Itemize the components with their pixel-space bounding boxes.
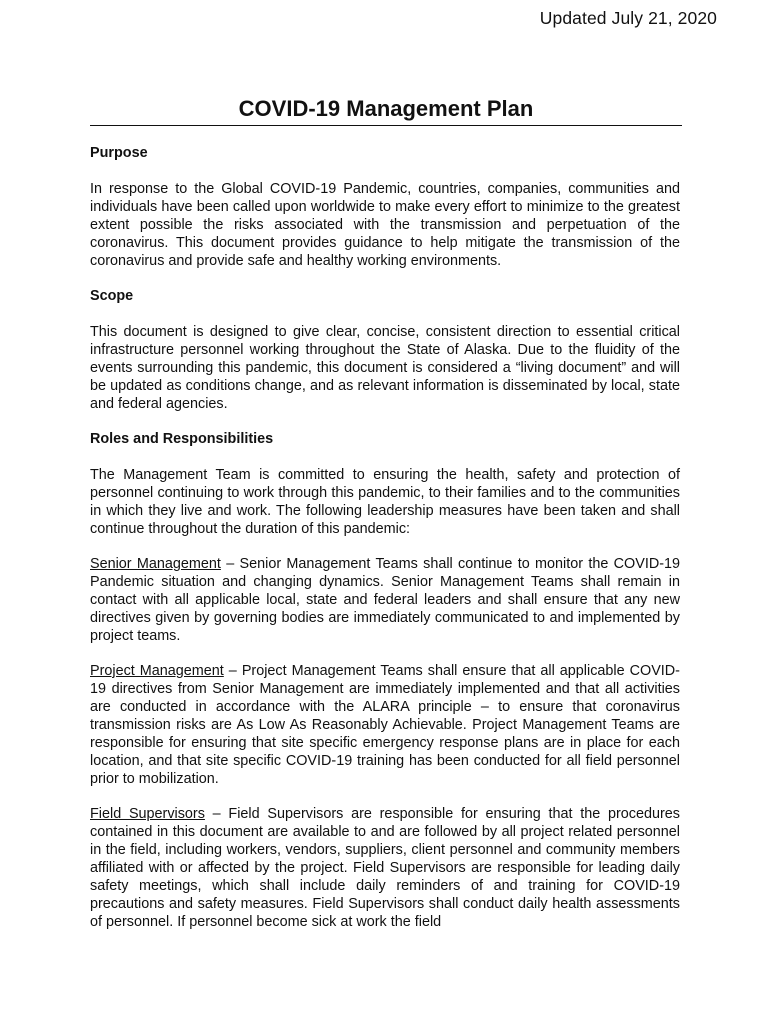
field-supervisors-label: Field Supervisors [90, 806, 205, 822]
purpose-paragraph: In response to the Global COVID-19 Pandemic, countries, companies, communities and individuals have been called upon worldwide to make every effort to minimize to the greatest extent possible the risks associated with the transmission and perpetuation of the coronavirus. This document provides guidance to help mitigate the transmission of the coronavirus and provide safe and healthy working environments. [90, 181, 680, 269]
senior-management-label: Senior Management [90, 556, 221, 572]
project-management-paragraph [90, 662, 680, 788]
updated-date: Updated July 21, 2020 [539, 8, 717, 28]
project-management-text: – Project Management Teams shall ensure that all applicable COVID-19 directives from Senior Management are immediately implemented and that all activities are conducted in accordance with the ALARA principle – to ensure that coronavirus transmission risks are As Low As Reasonably Achievable. Project Management Teams are responsible for ensuring that site specific emergency response plans are in place for each location, and that site specific COVID-19 training has been conducted for all field personnel prior to mobilization. [90, 663, 680, 787]
senior-management-paragraph [90, 555, 680, 645]
scope-paragraph: This document is designed to give clear, concise, consistent direction to essential critical infrastructure personnel working throughout the State of Alaska. Due to the fluidity of the events surrounding this pandemic, this document is considered a “living document” and will be updated as conditions change, and as relevant information is disseminated by local, state and federal agencies. [90, 324, 680, 412]
roles-intro-paragraph: The Management Team is committed to ensuring the health, safety and protection of personnel continuing to work through this pandemic, to their families and to the communities in which they live and work. The following leadership measures have been taken and shall continue throughout the duration of this pandemic: [90, 467, 680, 537]
section-heading-scope: Scope [90, 288, 134, 304]
field-supervisors-text: – Field Supervisors are responsible for ensuring that the procedures contained in this document are available to and are followed by all project related personnel in the field, including workers, vendors, suppliers, client personnel and community members affiliated with or affected by the project. Field Supervisors are responsible for leading daily safety meetings, which shall include daily reminders of and training for COVID-19 precautions and safety measures. Field Supervisors shall conduct daily health assessments of personnel. If personnel become sick at work the field [90, 806, 680, 930]
field-supervisors-paragraph [90, 805, 680, 931]
section-heading-purpose: Purpose [90, 145, 148, 161]
section-heading-roles: Roles and Responsibilities [90, 431, 274, 447]
project-management-label: Project Management [90, 663, 224, 679]
document-body [90, 144, 680, 948]
page-title: COVID-19 Management Plan [90, 96, 682, 126]
senior-management-text: – Senior Management Teams shall continue to monitor the COVID-19 Pandemic situation and changing dynamics. Senior Management Teams shall remain in contact with all applicable local, state and federal leaders and shall ensure that any new directives given by governing bodies are immediately communicated to and implemented by project teams. [90, 556, 681, 644]
